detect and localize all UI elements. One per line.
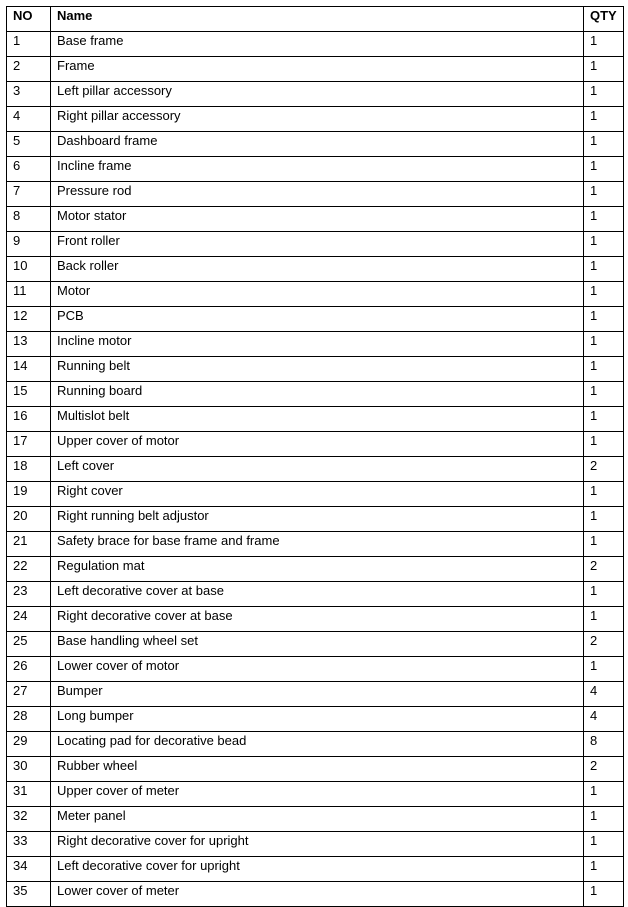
cell-name: Locating pad for decorative bead <box>51 732 584 757</box>
cell-qty: 1 <box>584 657 624 682</box>
table-row <box>7 257 624 282</box>
cell-no: 30 <box>7 757 51 782</box>
table-row <box>7 357 624 382</box>
cell-name: Running board <box>51 382 584 407</box>
table-row <box>7 707 624 732</box>
table-row <box>7 232 624 257</box>
cell-qty: 1 <box>584 782 624 807</box>
cell-qty: 1 <box>584 382 624 407</box>
cell-no: 21 <box>7 532 51 557</box>
cell-qty: 8 <box>584 732 624 757</box>
cell-name: Base handling wheel set <box>51 632 584 657</box>
cell-no: 34 <box>7 857 51 882</box>
cell-qty: 2 <box>584 557 624 582</box>
cell-name: Incline motor <box>51 332 584 357</box>
cell-qty: 2 <box>584 632 624 657</box>
cell-qty: 1 <box>584 232 624 257</box>
cell-qty: 1 <box>584 332 624 357</box>
cell-name: Upper cover of motor <box>51 432 584 457</box>
cell-name: Right cover <box>51 482 584 507</box>
cell-qty: 1 <box>584 82 624 107</box>
cell-qty: 1 <box>584 882 624 907</box>
cell-no: 22 <box>7 557 51 582</box>
cell-no: 4 <box>7 107 51 132</box>
cell-name: Safety brace for base frame and frame <box>51 532 584 557</box>
cell-qty: 1 <box>584 507 624 532</box>
cell-name: Front roller <box>51 232 584 257</box>
cell-name: Bumper <box>51 682 584 707</box>
cell-name: Left decorative cover for upright <box>51 857 584 882</box>
cell-no: 25 <box>7 632 51 657</box>
cell-qty: 1 <box>584 432 624 457</box>
cell-no: 23 <box>7 582 51 607</box>
cell-no: 12 <box>7 307 51 332</box>
cell-no: 17 <box>7 432 51 457</box>
cell-no: 15 <box>7 382 51 407</box>
table-row <box>7 332 624 357</box>
table-row <box>7 432 624 457</box>
cell-qty: 1 <box>584 307 624 332</box>
cell-name: Lower cover of motor <box>51 657 584 682</box>
cell-no: 6 <box>7 157 51 182</box>
cell-qty: 4 <box>584 682 624 707</box>
cell-name: Running belt <box>51 357 584 382</box>
cell-name: Right decorative cover at base <box>51 607 584 632</box>
table-row <box>7 607 624 632</box>
cell-name: Multislot belt <box>51 407 584 432</box>
cell-name: Left cover <box>51 457 584 482</box>
table-row <box>7 482 624 507</box>
cell-name: Long bumper <box>51 707 584 732</box>
cell-no: 7 <box>7 182 51 207</box>
table-row <box>7 682 624 707</box>
cell-no: 14 <box>7 357 51 382</box>
cell-no: 35 <box>7 882 51 907</box>
cell-name: Right decorative cover for upright <box>51 832 584 857</box>
cell-qty: 1 <box>584 207 624 232</box>
cell-no: 5 <box>7 132 51 157</box>
table-row <box>7 857 624 882</box>
cell-no: 1 <box>7 32 51 57</box>
cell-name: Pressure rod <box>51 182 584 207</box>
cell-no: 27 <box>7 682 51 707</box>
cell-qty: 1 <box>584 832 624 857</box>
table-row <box>7 782 624 807</box>
cell-no: 28 <box>7 707 51 732</box>
table-row <box>7 307 624 332</box>
cell-qty: 1 <box>584 357 624 382</box>
cell-no: 31 <box>7 782 51 807</box>
table-row <box>7 882 624 907</box>
cell-name: Incline frame <box>51 157 584 182</box>
cell-qty: 1 <box>584 157 624 182</box>
cell-no: 11 <box>7 282 51 307</box>
cell-qty: 1 <box>584 107 624 132</box>
cell-no: 18 <box>7 457 51 482</box>
table-row <box>7 107 624 132</box>
cell-qty: 1 <box>584 407 624 432</box>
cell-no: 2 <box>7 57 51 82</box>
table-row <box>7 82 624 107</box>
table-row <box>7 532 624 557</box>
cell-qty: 1 <box>584 607 624 632</box>
cell-qty: 1 <box>584 132 624 157</box>
cell-qty: 1 <box>584 182 624 207</box>
cell-name: Back roller <box>51 257 584 282</box>
parts-list-table <box>6 6 624 907</box>
table-row <box>7 557 624 582</box>
table-row <box>7 57 624 82</box>
cell-name: Dashboard frame <box>51 132 584 157</box>
table-row <box>7 582 624 607</box>
cell-no: 16 <box>7 407 51 432</box>
cell-no: 20 <box>7 507 51 532</box>
cell-no: 8 <box>7 207 51 232</box>
table-row <box>7 407 624 432</box>
table-row <box>7 757 624 782</box>
cell-name: Left decorative cover at base <box>51 582 584 607</box>
table-row <box>7 157 624 182</box>
cell-name: Meter panel <box>51 807 584 832</box>
cell-no: 9 <box>7 232 51 257</box>
cell-qty: 1 <box>584 257 624 282</box>
cell-qty: 4 <box>584 707 624 732</box>
cell-qty: 2 <box>584 457 624 482</box>
cell-no: 3 <box>7 82 51 107</box>
cell-name: Right pillar accessory <box>51 107 584 132</box>
cell-name: Motor <box>51 282 584 307</box>
table-row <box>7 182 624 207</box>
cell-qty: 2 <box>584 757 624 782</box>
cell-name: Frame <box>51 57 584 82</box>
cell-qty: 1 <box>584 582 624 607</box>
cell-no: 33 <box>7 832 51 857</box>
table-body <box>7 32 624 907</box>
cell-name: Rubber wheel <box>51 757 584 782</box>
cell-name: PCB <box>51 307 584 332</box>
column-header-name: Name <box>51 7 584 32</box>
table-row <box>7 832 624 857</box>
table-header-row <box>7 7 624 32</box>
cell-qty: 1 <box>584 807 624 832</box>
column-header-qty: QTY <box>584 7 624 32</box>
cell-name: Regulation mat <box>51 557 584 582</box>
cell-name: Lower cover of meter <box>51 882 584 907</box>
cell-no: 26 <box>7 657 51 682</box>
table-row <box>7 132 624 157</box>
table-row <box>7 657 624 682</box>
cell-name: Upper cover of meter <box>51 782 584 807</box>
cell-name: Base frame <box>51 32 584 57</box>
table-row <box>7 457 624 482</box>
cell-qty: 1 <box>584 32 624 57</box>
cell-no: 29 <box>7 732 51 757</box>
table-row <box>7 632 624 657</box>
table-row <box>7 207 624 232</box>
cell-qty: 1 <box>584 857 624 882</box>
cell-no: 10 <box>7 257 51 282</box>
cell-name: Left pillar accessory <box>51 82 584 107</box>
table-row <box>7 732 624 757</box>
cell-name: Motor stator <box>51 207 584 232</box>
cell-no: 19 <box>7 482 51 507</box>
cell-qty: 1 <box>584 532 624 557</box>
table-row <box>7 282 624 307</box>
table-row <box>7 32 624 57</box>
cell-qty: 1 <box>584 57 624 82</box>
table-row <box>7 807 624 832</box>
cell-no: 24 <box>7 607 51 632</box>
cell-name: Right running belt adjustor <box>51 507 584 532</box>
table-row <box>7 507 624 532</box>
cell-qty: 1 <box>584 482 624 507</box>
column-header-no: NO <box>7 7 51 32</box>
table-row <box>7 382 624 407</box>
cell-no: 13 <box>7 332 51 357</box>
cell-no: 32 <box>7 807 51 832</box>
cell-qty: 1 <box>584 282 624 307</box>
